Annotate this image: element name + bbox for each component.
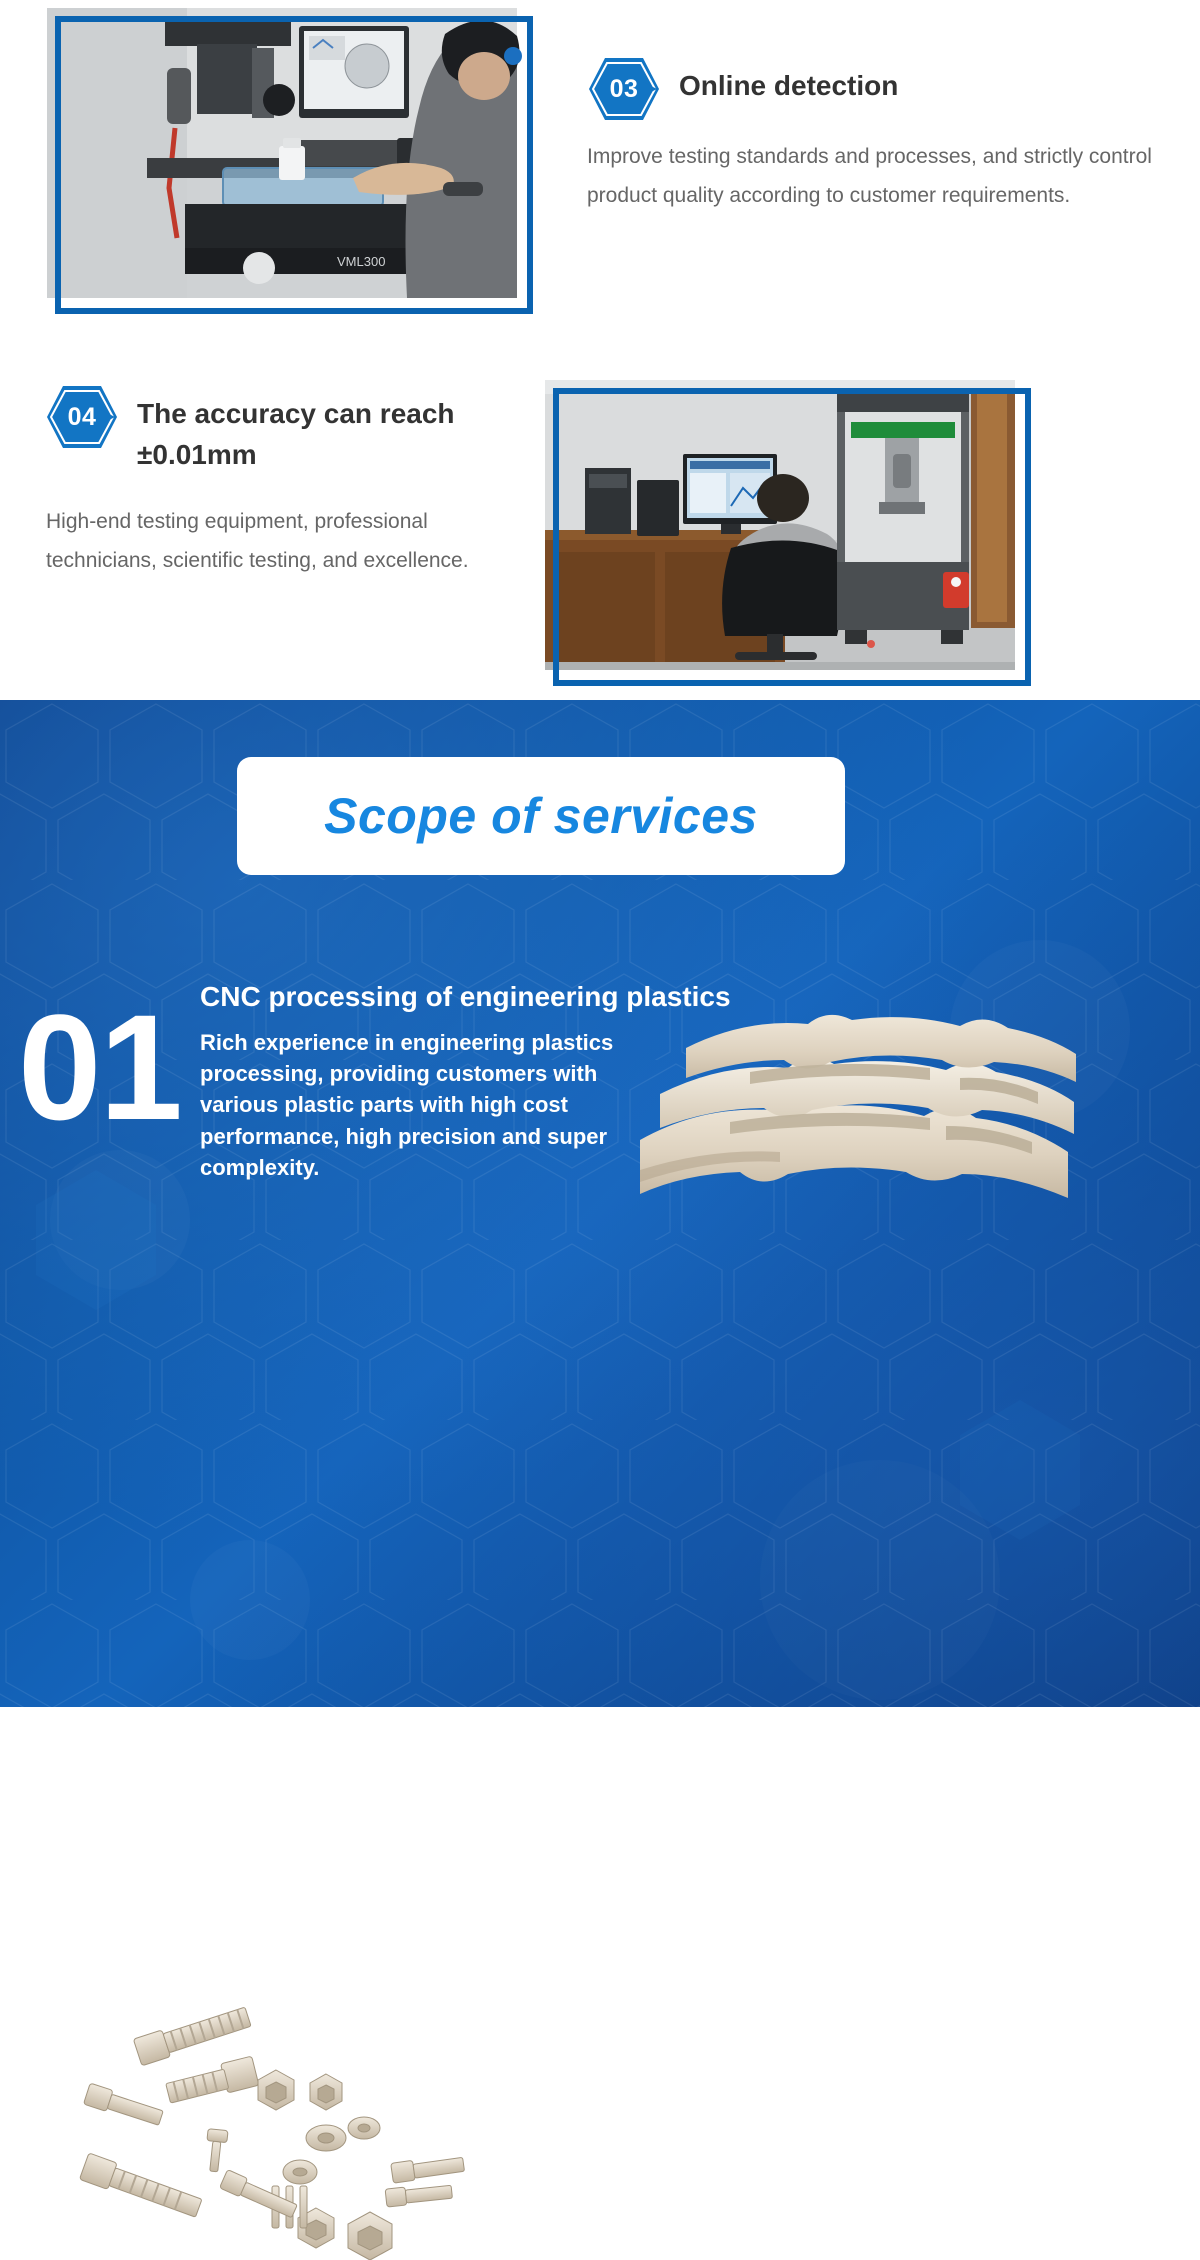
photo-accuracy-image bbox=[545, 380, 1015, 670]
feature-body-accuracy: High-end testing equipment, professional technicians, scientific testing, and excellence. bbox=[46, 510, 469, 573]
feature-heading-accuracy bbox=[45, 384, 515, 475]
scope-item-01-title: CNC processing of engineering plastics bbox=[200, 981, 731, 1012]
feature-text-accuracy bbox=[0, 328, 545, 581]
feature-title-accuracy: The accuracy can reach ±0.01mm bbox=[137, 398, 455, 470]
hexagon-badge-03-icon bbox=[587, 56, 661, 122]
feature-text-online-detection bbox=[547, 0, 1200, 216]
testing-capabilities-section bbox=[0, 0, 1200, 700]
feature-row-online-detection bbox=[0, 0, 1200, 328]
scope-item-01-body: Rich experience in engineering plastics processing, providing customers with various plastic parts with high cost performance, high precision and super complexity. bbox=[200, 1030, 614, 1180]
measuring-machine-illustration bbox=[47, 8, 517, 298]
scope-item-02-image bbox=[40, 1990, 460, 2260]
svg-text:VML300: VML300 bbox=[337, 254, 386, 269]
hexagon-badge-04-icon bbox=[45, 384, 119, 450]
feature-row-accuracy bbox=[0, 328, 1200, 700]
feature-body-online-detection: Improve testing standards and processes, and strictly control product quality according to customer requirements. bbox=[587, 145, 1152, 207]
feature-heading-online-detection bbox=[587, 56, 1200, 122]
scope-item-01-image bbox=[630, 990, 1080, 1230]
tensile-testing-machine-illustration bbox=[545, 380, 1015, 670]
scope-of-services-section bbox=[0, 700, 1200, 2176]
scope-item-01-number: 01 bbox=[18, 983, 181, 1151]
photo-online-detection bbox=[47, 8, 547, 328]
hexagon-badge-03-number: 03 bbox=[609, 74, 639, 103]
scope-item-02-number: 02 bbox=[466, 2011, 624, 2173]
feature-title-online-detection: Online detection bbox=[679, 70, 899, 101]
scope-item-02-body: PEEK screws, PEEK balls and other products of various specifications are available from stock. bbox=[655, 2088, 1053, 2176]
scope-banner-title: Scope of services bbox=[324, 788, 758, 844]
scope-banner bbox=[237, 757, 845, 875]
scope-item-01 bbox=[0, 970, 1200, 1270]
photo-accuracy bbox=[545, 380, 1045, 700]
scope-item-02-title: PEEK Standard bbox=[655, 2037, 861, 2068]
hexagon-badge-04-number: 04 bbox=[67, 402, 97, 431]
photo-online-detection-image bbox=[47, 8, 517, 298]
